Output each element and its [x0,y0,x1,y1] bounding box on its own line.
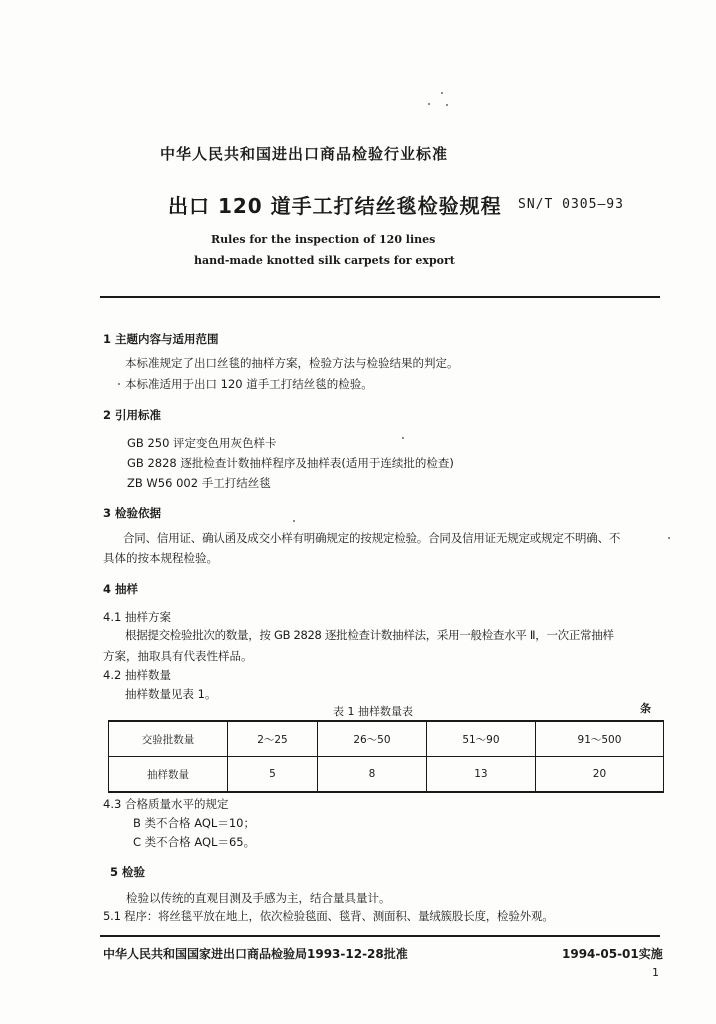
section-3-line-1: 合同、信用证、确认函及成交小样有明确规定的按规定检验。合同及信用证无规定或规定不明确、不 [123,531,621,545]
table-unit: 条 [640,702,651,715]
table-cell: 5 [228,757,318,793]
reference-item: ZB W56 002 手工打结丝毯 [127,476,271,490]
scan-speck [668,537,670,539]
table-cell: 交验批数量 [109,721,228,757]
table-caption: 表 1 抽样数量表 [333,705,413,718]
section-4-1-line-2: 方案，抽取具有代表性样品。 [103,649,253,663]
english-title-line2: hand-made knotted silk carpets for export [194,254,455,267]
table-row [109,757,664,793]
table-cell: 8 [317,757,426,793]
section-1-paragraph-1: 本标准规定了出口丝毯的抽样方案，检验方法与检验结果的判定。 [125,356,459,370]
section-3-line-2: 具体的按本规程检验。 [103,551,218,565]
table-cell: 91～500 [535,721,663,757]
footer-divider [100,935,660,937]
section-4-3-heading: 4.3 合格质量水平的规定 [103,797,229,811]
section-3-heading: 3 检验依据 [103,506,162,520]
table-cell: 20 [535,757,663,793]
document-title: 出口 120 道手工打结丝毯检验规程 [168,194,502,218]
scan-speck [118,383,120,385]
section-4-2-heading: 4.2 抽样数量 [103,668,171,682]
org-title: 中华人民共和国进出口商品检验行业标准 [160,145,449,163]
section-4-heading: 4 抽样 [103,582,139,596]
section-5-1-text: 5.1 程序：将丝毯平放在地上，依次检验毯面、毯背、测面积、量绒簇股长度，检验外观。 [103,909,554,923]
section-4-1-heading: 4.1 抽样方案 [103,610,171,624]
table-row [109,721,664,757]
table-cell: 51～90 [426,721,535,757]
scan-speck [402,437,404,439]
reference-item: GB 2828 逐批检查计数抽样程序及抽样表(适用于连续批的检查) [127,456,454,470]
english-title-line1: Rules for the inspection of 120 lines [211,233,436,246]
section-4-1-line-1: 根据提交检验批次的数量，按 GB 2828 逐批检查计数抽样法，采用一般检查水平 Ⅱ，一次正常抽样 [125,628,614,642]
section-4-3-class-c: C 类不合格 AQL＝65。 [133,835,256,849]
section-5-paragraph: 检验以传统的直观目测及手感为主，结合量具量计。 [126,891,391,905]
scan-speck [428,103,430,105]
table-cell: 抽样数量 [109,757,228,793]
section-2-heading: 2 引用标准 [103,408,162,422]
section-1-heading: 1 主题内容与适用范围 [103,332,219,346]
table-cell: 26～50 [317,721,426,757]
standard-code: SN/T 0305—93 [518,197,624,212]
section-1-paragraph-2: 本标准适用于出口 120 道手工打结丝毯的检验。 [125,377,373,391]
section-4-3-class-b: B 类不合格 AQL＝10； [133,816,255,830]
table-cell: 2～25 [228,721,318,757]
page-number: 1 [652,966,659,979]
header-divider [100,296,660,298]
scan-speck [446,104,448,106]
sampling-table [108,720,664,793]
section-4-2-text: 抽样数量见表 1。 [125,687,217,701]
approval-line: 中华人民共和国国家进出口商品检验局1993-12-28批准 [103,947,408,961]
scan-speck [441,92,443,94]
section-5-heading: 5 检验 [110,865,146,879]
table-cell: 13 [426,757,535,793]
reference-item: GB 250 评定变色用灰色样卡 [127,436,277,450]
effective-date: 1994-05-01实施 [562,947,663,961]
scan-speck [293,520,295,522]
